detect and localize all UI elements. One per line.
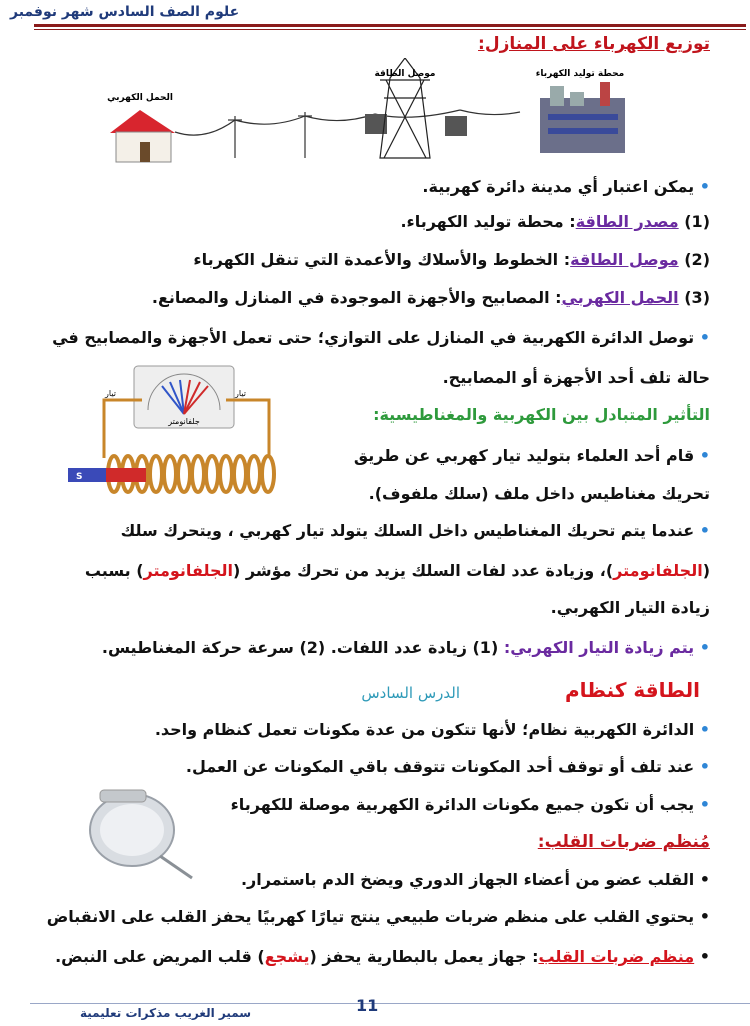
power-grid-illustration [100,58,630,168]
list-item: • يحتوي القلب على منظم ضربات طبيعي ينتج تيارًا كهربيًا يحفز القلب على الانقباض [46,907,710,926]
list-item: • عند تلف أو توقف أحد المكونات تتوقف باقي المكونات عن العمل. [185,757,710,776]
list-item: • يجب أن تكون جميع مكونات الدائرة الكهربية موصلة للكهرباء [230,795,710,814]
text-line: تحريك مغناطيس داخل ملف (سلك ملفوف). [368,484,710,503]
text-line: حالة تلف أحد الأجهزة أو المصابيح. [442,368,710,387]
list-item: • يمكن اعتبار أي مدينة دائرة كهربية. [422,177,710,196]
label-magnet: S [76,472,83,482]
page-number: 11 [356,996,379,1015]
magnet-icon [68,468,106,482]
footer-rule [30,1003,750,1004]
label-galvanometer: جلفانومتر [168,417,200,426]
label-station: محطة توليد الكهرباء [535,69,625,79]
section-title-pacemaker: مُنظم ضربات القلب: [537,832,710,852]
header-rule [34,24,746,27]
section-title-distribution: توزيع الكهرباء على المنازل: [478,34,710,54]
list-item: • عندما يتم تحريك المغناطيس داخل السلك يتولد تيار كهربي ، ويتحرك سلك [120,521,710,540]
lesson-title: الطاقة كنظام [565,678,700,702]
label-conductor: موصل الطاقة [374,69,436,79]
footer-author: سمير الغريب مذكرات تعليمية [80,1006,252,1020]
text-line: زيادة التيار الكهربي. [550,598,710,617]
list-item: • منظم ضربات القلب: جهاز يعمل بالبطارية يحفز (يشجع) قلب المريض على النبض. [55,947,710,966]
label-current-right: تيار [235,389,246,398]
label-load: الحمل الكهربي [107,93,173,103]
list-item: • توصل الدائرة الكهربية في المنازل على التوازي؛ حتى تعمل الأجهزة والمصابيح في [52,328,710,347]
galvanometer-coil-illustration [64,362,304,502]
house-icon [110,110,175,162]
page-header-title: علوم الصف السادس شهر نوفمبر [10,4,240,20]
header-rule-thin [34,29,746,30]
section-title-electromagnetism: التأثير المتبادل بين الكهربية والمغناطيسية: [373,405,710,424]
list-item: • قام أحد العلماء بتوليد تيار كهربي عن طريق [353,446,710,465]
list-item: • القلب عضو من أعضاء الجهاز الدوري ويضخ الدم باستمرار. [240,870,710,889]
pacemaker-illustration [80,784,200,884]
list-item: • الدائرة الكهربية نظام؛ لأنها تتكون من عدة مكونات تعمل كنظام واحد. [154,720,710,739]
label-current-left: تيار [105,389,116,398]
power-station-icon [540,82,625,153]
list-item: (3) الحمل الكهربي: المصابيح والأجهزة الموجودة في المنازل والمصانع. [151,288,710,307]
list-item: • يتم زيادة التيار الكهربي: (1) زيادة عدد اللفات. (2) سرعة حركة المغناطيس. [101,638,710,657]
list-item: (2) موصل الطاقة: الخطوط والأسلاك والأعمدة التي تنقل الكهرباء [193,250,710,269]
transformer-icon [445,116,467,136]
transmission-line [175,110,520,158]
list-item: (1) مصدر الطاقة: محطة توليد الكهرباء. [400,212,710,231]
lesson-label: الدرس السادس [361,684,460,702]
text-line: (الجلفانومتر)، وزيادة عدد لفات السلك يزيد من تحرك مؤشر (الجلفانومتر) بسبب [84,561,710,580]
